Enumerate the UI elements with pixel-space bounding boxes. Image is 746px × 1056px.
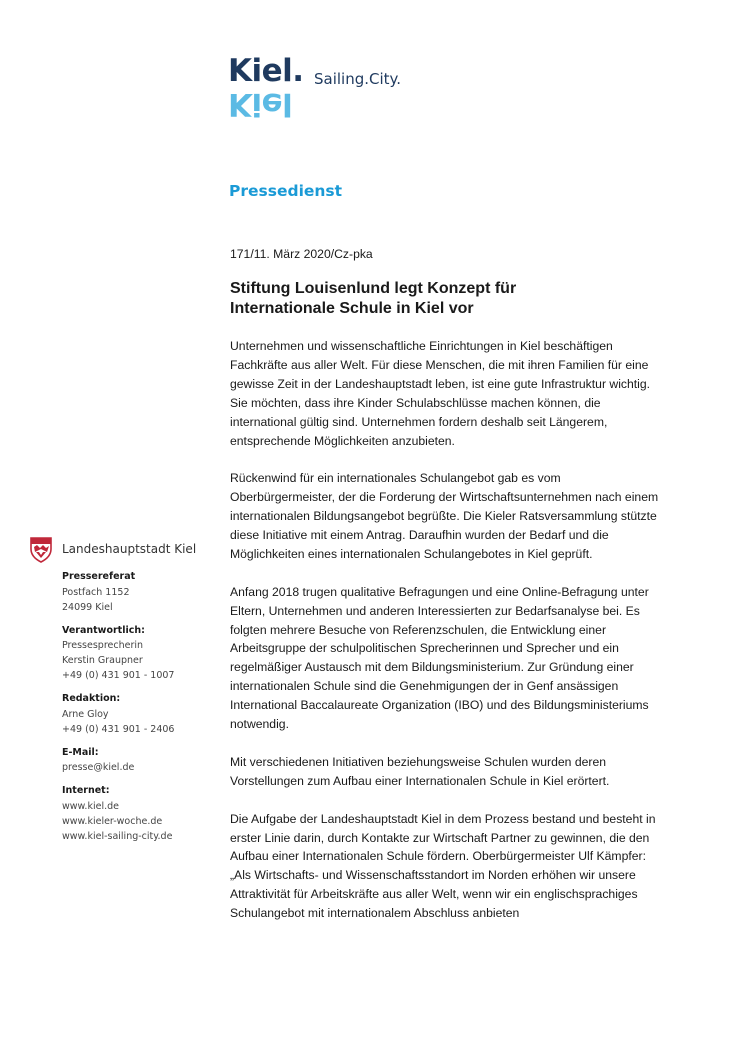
contact-block-verantwortlich: [62, 624, 212, 684]
paragraph: Mit verschiedenen Initiativen beziehungsweise Schulen wurden deren Vorstellungen zum Aufbau einer Internationalen Schule in Kiel erörtert.: [230, 754, 610, 788]
paragraph: Unternehmen und wissenschaftliche Einrichtungen in Kiel beschäftigen Fachkräfte aus aller Welt. Für diese Menschen, die mit ihren Familien für eine gewisse Zeit in der Landeshauptstadt leben, ist eine gute Infrastruktur wichtig. Sie möchten, dass ihre Kinder Schulabschlüsse machen können, die international gültig sind. Unternehmen fordern deshalb seit Längerem, entsprechende Möglichkeiten anzubieten.: [230, 339, 651, 448]
paragraph: Die Aufgabe der Landeshauptstadt Kiel in dem Prozess bestand und besteht in erster Linie darin, durch Kontakte zur Wirtschaft Partner zu gewinnen, die den Aufbau einer Internationalen Schule fördern. Oberbürgermeister Ulf Kämpfer: „Als Wirtschafts- und Wissenschaftsstandort im Norden erhöhen wir unsere Attraktivität für Arbeitskräfte aus aller Welt, wenn wir ein englischsprachiges Schulangebot mit internationalem Abschluss anbieten: [230, 811, 656, 921]
org-name: Landeshauptstadt Kiel: [62, 542, 197, 556]
contact-heading: Pressereferat: [62, 571, 136, 582]
contact-line: Pressesprecherin: [62, 640, 144, 651]
section-label: Pressedienst: [229, 182, 343, 200]
headline-line-1: Stiftung Louisenlund legt Konzept für: [230, 280, 517, 297]
paragraph: Rückenwind für ein internationales Schulangebot gab es vom Oberbürgermeister, der die Forderung der Wirtschaftsunternehmen nach einem internationalen Bildungsangebot begrüßte. Die Kieler Ratsversammlung stützte diese Initiative mit einem Antrag. Daraufhin wurden der Bedarf und die Möglichkeiten eines internationalen Schulangebotes in Kiel geprüft.: [230, 471, 659, 561]
email-link[interactable]: presse@kiel.de: [62, 762, 135, 773]
website-link[interactable]: www.kieler-woche.de: [62, 815, 163, 827]
contact-heading: E-Mail:: [62, 746, 99, 758]
logo-wordmark: Kiel.: [228, 53, 304, 89]
contact-heading: Verantwortlich:: [62, 624, 145, 636]
contact-line: Kerstin Graupner: [62, 655, 143, 666]
contact-blocks: [62, 570, 212, 853]
contact-block-pressereferat: [62, 570, 212, 615]
contact-heading: Redaktion:: [62, 693, 121, 704]
logo-tagline: Sailing.City.: [314, 70, 402, 88]
contact-line: +49 (0) 431 901 - 2406: [62, 723, 175, 735]
contact-line: +49 (0) 431 901 - 1007: [62, 670, 175, 681]
website-link[interactable]: www.kiel-sailing-city.de: [62, 830, 173, 842]
paragraph: Anfang 2018 trugen qualitative Befragungen und eine Online-Befragung unter Eltern, Unternehmen und anderen Interessierten zur Bedarfsanalyse bei. Es folgten mehrere Besuche von Referenzschulen, die Entwicklung einer Arbeitsgruppe der schulpolitischen Sprecherinnen und Sprecher und ein regelmäßiger Austausch mit dem Bildungsministerium. Zur Gründung einer internationalen Schule sind die Genehmigungen der in Genf ansässigen International Baccalaureate Organization (IBO) und des Bildungsministeriums notwendig.: [230, 584, 649, 732]
contact-line: Arne Gloy: [62, 708, 109, 720]
contact-heading: Internet:: [62, 785, 110, 796]
kiel-crest-icon: [30, 537, 52, 563]
contact-block-redaktion: [62, 692, 212, 737]
contact-line: 24099 Kiel: [62, 601, 113, 613]
headline-line-2: Internationale Schule in Kiel vor: [230, 300, 474, 317]
headline: [230, 279, 650, 319]
website-link[interactable]: www.kiel.de: [62, 800, 119, 812]
logo-mirror-wordmark: Kiel: [228, 86, 293, 122]
contact-block-internet: [62, 784, 212, 844]
kiel-logo: [228, 53, 428, 122]
contact-block-email: [62, 746, 212, 776]
article-body: [230, 337, 666, 942]
contact-line: Postfach 1152: [62, 586, 130, 598]
press-reference: 171/11. März 2020/Cz-pka: [230, 247, 373, 261]
